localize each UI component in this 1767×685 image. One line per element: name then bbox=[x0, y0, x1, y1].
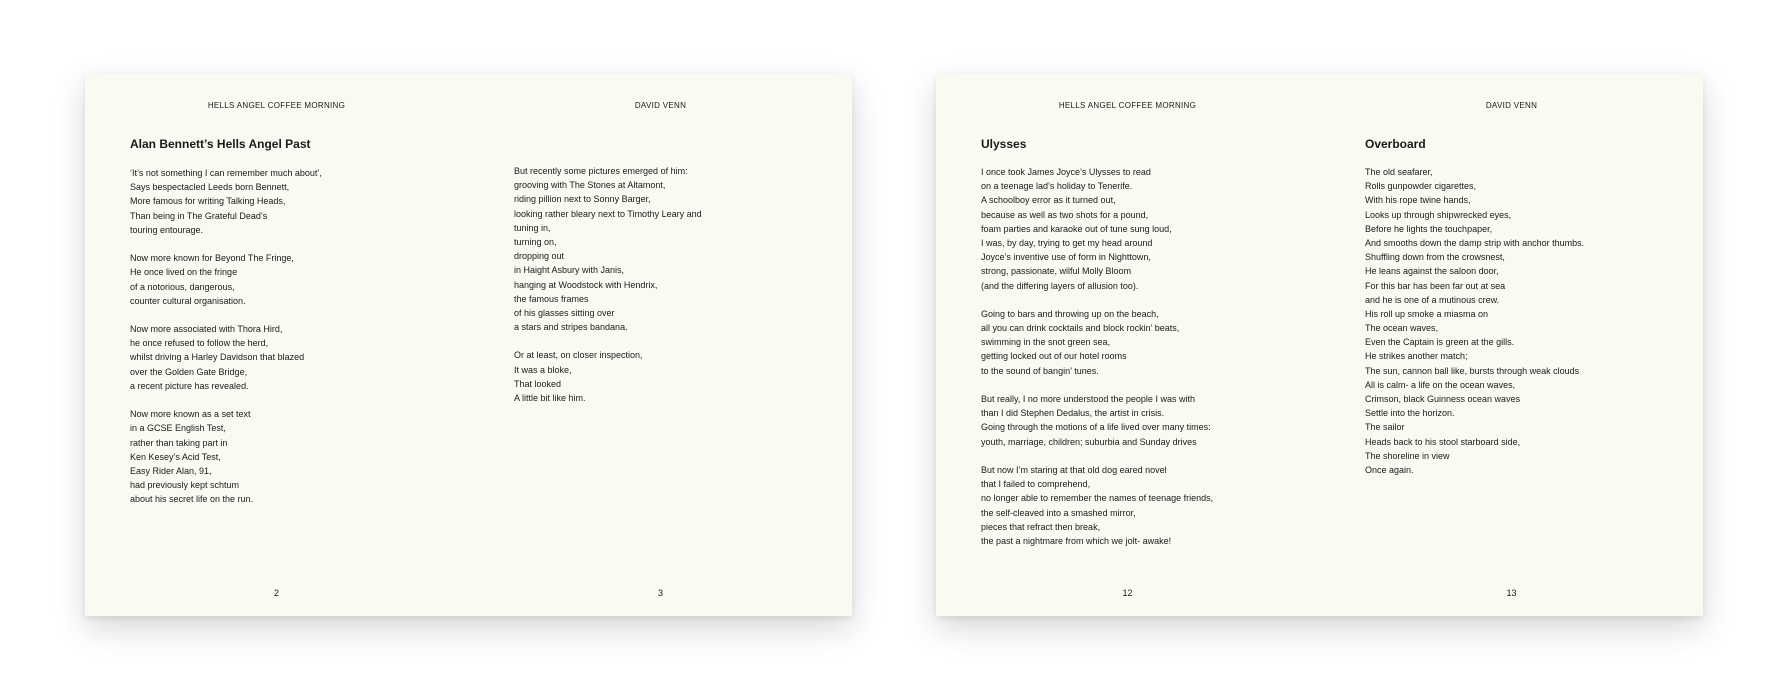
poem-line: Now more known as a set text bbox=[130, 409, 251, 420]
poem-line: Once again. bbox=[1365, 464, 1414, 475]
poem-line: because as well as two shots for a pound, bbox=[981, 209, 1149, 220]
poem-line: getting locked out of our hotel rooms bbox=[981, 351, 1127, 362]
poem-line: dropping out bbox=[514, 251, 565, 262]
poem-line: It was a bloke, bbox=[514, 364, 572, 375]
page-number: 3 bbox=[657, 588, 663, 598]
stanza bbox=[514, 164, 702, 334]
poem-body bbox=[1365, 165, 1584, 491]
page-number: 12 bbox=[1122, 588, 1133, 598]
poem-line: grooving with The Stones at Altamont, bbox=[514, 180, 666, 191]
poem-line: The old seafarer, bbox=[1365, 167, 1433, 177]
poem-line: strong, passionate, wilful Molly Bloom bbox=[981, 266, 1132, 277]
poem-line: Than being in The Grateful Dead’s bbox=[130, 210, 268, 221]
poem-line: Shuffling down from the crowsnest, bbox=[1365, 252, 1505, 263]
poem-line: a recent picture has revealed. bbox=[130, 380, 249, 391]
poem-line: a stars and stripes bandana. bbox=[514, 322, 628, 333]
poem-line: Heads back to his stool starboard side, bbox=[1365, 436, 1521, 447]
poem-line: That looked bbox=[514, 378, 562, 389]
poem-line: But really, I no more understood the people I was with bbox=[981, 394, 1195, 404]
poem-line: all you can drink cocktails and block rockin’ beats, bbox=[981, 323, 1180, 334]
poem-line: And smooths down the damp strip with anchor thumbs. bbox=[1365, 237, 1585, 248]
stanza bbox=[130, 166, 322, 237]
poem-title: Overboard bbox=[1365, 137, 1426, 151]
poem-line: He leans against the saloon door, bbox=[1365, 266, 1499, 277]
poem-line: over the Golden Gate Bridge, bbox=[130, 366, 248, 377]
poem-line: riding pillion next to Sonny Barger, bbox=[514, 194, 651, 205]
poem-line: turning on, bbox=[514, 236, 557, 247]
poem-line: looking rather bleary next to Timothy Leary and bbox=[514, 208, 702, 219]
running-head: HELLS ANGEL COFFEE MORNING bbox=[207, 101, 346, 110]
poem-line: For this bar has been far out at sea bbox=[1365, 280, 1506, 291]
poem-line: (and the differing layers of allusion too). bbox=[981, 280, 1139, 291]
poem-line: Or at least, on closer inspection, bbox=[514, 350, 643, 361]
poem-line: tuning in, bbox=[514, 222, 551, 233]
poem-line: of his glasses sitting over bbox=[514, 307, 615, 318]
poem-line: More famous for writing Talking Heads, bbox=[130, 196, 286, 207]
poem-line: Easy Rider Alan, 91, bbox=[130, 465, 212, 476]
poem-line: the past a nightmare from which we jolt- awake! bbox=[981, 535, 1172, 546]
running-head: DAVID VENN bbox=[1485, 101, 1538, 110]
poem-line: counter cultural organisation. bbox=[130, 295, 246, 306]
poem-line: foam parties and karaoke out of tune sung loud, bbox=[981, 223, 1172, 234]
page-12 bbox=[936, 74, 1319, 616]
poem-line: But recently some pictures emerged of him: bbox=[514, 166, 688, 176]
poem-line: he once refused to follow the herd, bbox=[130, 338, 269, 349]
poem-line: I was, by day, trying to get my head around bbox=[981, 237, 1153, 248]
poem-line: The shoreline in view bbox=[1365, 450, 1450, 461]
poem-line: had previously kept schtum bbox=[130, 480, 240, 491]
stanza bbox=[981, 463, 1213, 548]
poem-line: ‘It’s not something I can remember much about’, bbox=[130, 168, 322, 178]
stanza bbox=[130, 251, 322, 308]
poem-line: Joyce’s inventive use of form in Nighttown, bbox=[981, 252, 1151, 263]
poem-title: Alan Bennett’s Hells Angel Past bbox=[130, 137, 311, 151]
poem-line: that I failed to comprehend, bbox=[981, 479, 1091, 490]
poem-line: in a GCSE English Test, bbox=[130, 423, 226, 434]
poem-line: Looks up through shipwrecked eyes, bbox=[1365, 209, 1512, 220]
page-number: 2 bbox=[273, 588, 279, 598]
poem-title: Ulysses bbox=[981, 137, 1027, 151]
running-head: HELLS ANGEL COFFEE MORNING bbox=[1058, 101, 1197, 110]
poem-line: rather than taking part in bbox=[130, 437, 228, 448]
poem-body bbox=[514, 164, 702, 419]
poem-line: The sailor bbox=[1365, 422, 1405, 433]
stanza bbox=[981, 392, 1213, 449]
poem-line: hanging at Woodstock with Hendrix, bbox=[514, 279, 658, 290]
poem-line: about his secret life on the run. bbox=[130, 494, 254, 505]
stanza bbox=[981, 165, 1213, 293]
running-head: DAVID VENN bbox=[634, 101, 687, 110]
poem-line: Settle into the horizon. bbox=[1365, 408, 1455, 419]
poem-line: The ocean waves, bbox=[1365, 323, 1439, 334]
poem-line: of a notorious, dangerous, bbox=[130, 281, 235, 292]
poem-line: Ken Kesey’s Acid Test, bbox=[130, 451, 221, 462]
poem-line: and he is one of a mutinous crew. bbox=[1365, 294, 1500, 305]
poem-line: to the sound of bangin’ tunes. bbox=[981, 365, 1099, 376]
poem-line: Even the Captain is green at the gills. bbox=[1365, 337, 1515, 348]
poem-body bbox=[981, 165, 1213, 562]
page-13 bbox=[1320, 74, 1703, 616]
poem-line: Now more known for Beyond The Fringe, bbox=[130, 253, 294, 264]
poem-line: The sun, cannon ball like, bursts through weak clouds bbox=[1365, 365, 1580, 376]
stanza bbox=[130, 407, 322, 506]
poem-line: But now I’m staring at that old dog eared novel bbox=[981, 464, 1167, 475]
poem-line: Now more associated with Thora Hird, bbox=[130, 324, 283, 335]
stanza bbox=[130, 322, 322, 393]
poem-line: Rolls gunpowder cigarettes, bbox=[1365, 181, 1477, 192]
poem-line: than I did Stephen Dedalus, the artist in crisis. bbox=[981, 408, 1165, 419]
page-number: 13 bbox=[1506, 588, 1517, 598]
poem-line: pieces that refract then break, bbox=[981, 521, 1101, 532]
stanza bbox=[981, 307, 1213, 378]
poem-line: swimming in the snot green sea, bbox=[981, 337, 1111, 348]
poem-line: With his rope twine hands, bbox=[1365, 195, 1471, 206]
poem-line: on a teenage lad’s holiday to Tenerife. bbox=[981, 181, 1133, 192]
poem-line: the self-cleaved into a smashed mirror, bbox=[981, 507, 1136, 518]
page-3 bbox=[469, 74, 852, 616]
poem-line: Going to bars and throwing up on the beach, bbox=[981, 308, 1159, 319]
poem-line: All is calm- a life on the ocean waves, bbox=[1365, 379, 1516, 390]
poem-line: He strikes another match; bbox=[1365, 351, 1468, 362]
poem-line: I once took James Joyce’s Ulysses to read bbox=[981, 167, 1151, 177]
poem-line: His roll up smoke a miasma on bbox=[1365, 308, 1489, 319]
poem-line: in Haight Asbury with Janis, bbox=[514, 265, 625, 276]
poem-line: Before he lights the touchpaper, bbox=[1365, 223, 1493, 234]
book-spread-2 bbox=[936, 74, 1703, 616]
poem-body bbox=[130, 166, 322, 521]
poem-line: the famous frames bbox=[514, 293, 589, 304]
poem-line: Says bespectacled Leeds born Bennett, bbox=[130, 182, 290, 193]
poem-line: He once lived on the fringe bbox=[130, 267, 238, 278]
poem-line: Crimson, black Guinness ocean waves bbox=[1365, 394, 1521, 404]
page-2 bbox=[85, 74, 468, 616]
poem-line: A schoolboy error as it turned out, bbox=[981, 195, 1116, 206]
poem-line: touring entourage. bbox=[130, 224, 204, 235]
stanza bbox=[514, 348, 702, 405]
poem-line: A little bit like him. bbox=[514, 393, 586, 403]
stanza bbox=[1365, 165, 1584, 477]
poem-line: youth, marriage, children; suburbia and Sunday drives bbox=[981, 436, 1197, 447]
poem-line: Going through the motions of a life lived over many times: bbox=[981, 422, 1211, 433]
poem-line: whilst driving a Harley Davidson that blazed bbox=[130, 352, 305, 363]
poem-line: no longer able to remember the names of teenage friends, bbox=[981, 493, 1214, 504]
book-spread-1 bbox=[85, 74, 852, 616]
